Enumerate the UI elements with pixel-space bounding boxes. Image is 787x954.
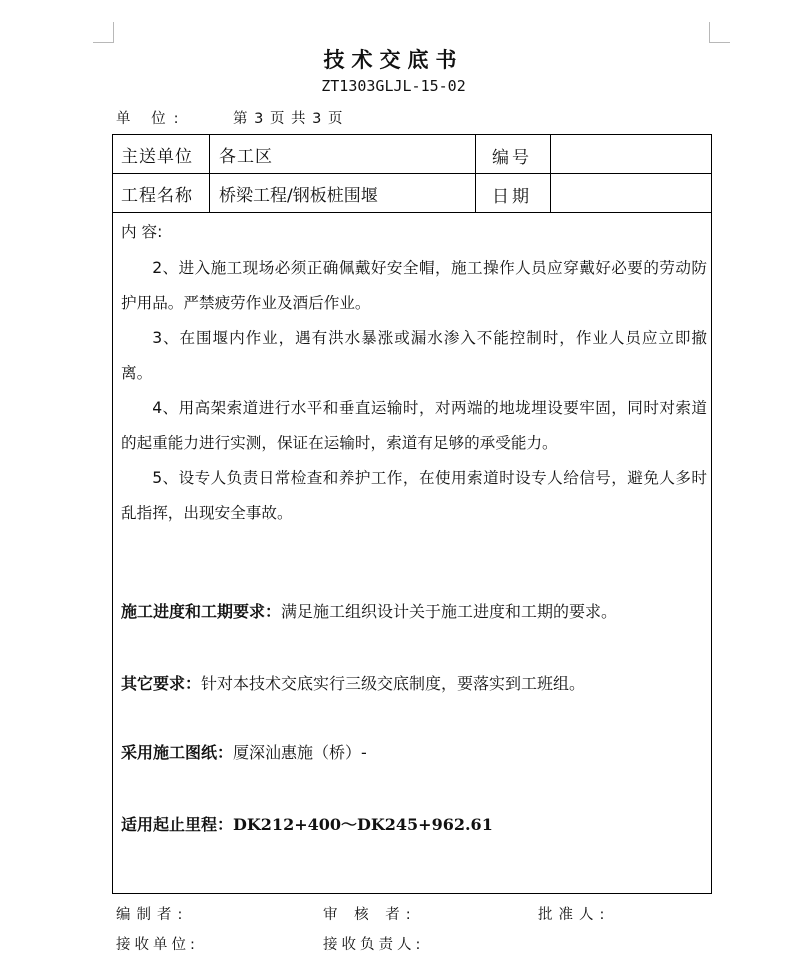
serial-number-label: 编号 bbox=[492, 148, 532, 168]
unit-row bbox=[116, 107, 344, 128]
page-corner-mark-top-left bbox=[93, 22, 114, 43]
content-section bbox=[121, 221, 707, 834]
page-info: 第 3 页 共 3 页 bbox=[233, 111, 344, 127]
schedule-requirement-label: 施工进度和工期要求： bbox=[121, 602, 282, 621]
drawing-reference bbox=[121, 740, 707, 763]
receiver-label: 接收负责人: bbox=[323, 937, 425, 953]
schedule-requirement-text: 满足施工组织设计关于施工进度和工期的要求。 bbox=[281, 602, 618, 621]
handover-table bbox=[112, 134, 712, 894]
content-paragraph: 5、设专人负责日常检查和养护工作，在使用索道时设专人给信号，避免人多时乱指挥，出现安全事故。 bbox=[121, 469, 707, 522]
mileage-range-label: 适用起止里程： bbox=[121, 815, 234, 834]
table-col-divider bbox=[209, 135, 210, 212]
prepared-by-label: 编制者: bbox=[116, 907, 189, 923]
date-label: 日期 bbox=[492, 187, 532, 207]
table-row-divider bbox=[113, 173, 711, 174]
project-name-value: 桥梁工程/钢板桩围堰 bbox=[219, 186, 378, 206]
mileage-range-text: DK212+400～DK245+962.61 bbox=[233, 815, 493, 834]
reviewed-by-label: 审 核 者: bbox=[323, 907, 417, 923]
mileage-range bbox=[121, 812, 707, 835]
table-row-divider bbox=[113, 212, 711, 213]
project-name-label: 工程名称 bbox=[121, 186, 193, 206]
receiving-unit-label: 接收单位: bbox=[116, 937, 199, 953]
unit-label: 单 位: bbox=[116, 111, 187, 127]
content-paragraph: 4、用高架索道进行水平和垂直运输时，对两端的地垅埋设要牢固，同时对索道的起重能力进行实测，保证在运输时，索道有足够的承受能力。 bbox=[121, 399, 707, 452]
other-requirement bbox=[121, 671, 707, 694]
document-title: 技术交底书 bbox=[323, 47, 464, 72]
drawing-reference-label: 采用施工图纸： bbox=[121, 743, 234, 762]
content-paragraph: 2、进入施工现场必须正确佩戴好安全帽，施工操作人员应穿戴好必要的劳动防护用品。严禁疲劳作业及酒后作业。 bbox=[121, 259, 707, 312]
schedule-requirement bbox=[121, 599, 707, 622]
content-paragraph: 3、在围堰内作业，遇有洪水暴涨或漏水渗入不能控制时，作业人员应立即撤离。 bbox=[121, 329, 707, 382]
other-requirement-label: 其它要求： bbox=[121, 674, 202, 693]
content-label: 内 容: bbox=[121, 223, 163, 241]
approved-by-label: 批准人: bbox=[538, 907, 611, 923]
other-requirement-text: 针对本技术交底实行三级交底制度，要落实到工班组。 bbox=[201, 674, 586, 693]
drawing-reference-text: 厦深汕惠施（桥）- bbox=[233, 743, 367, 762]
document-number: ZT1303GLJL-15-02 bbox=[321, 77, 466, 95]
page-corner-mark-top-right bbox=[709, 22, 730, 43]
recipient-value: 各工区 bbox=[219, 147, 273, 167]
table-col-divider bbox=[550, 135, 551, 212]
table-col-divider bbox=[475, 135, 476, 212]
recipient-label: 主送单位 bbox=[121, 147, 193, 167]
